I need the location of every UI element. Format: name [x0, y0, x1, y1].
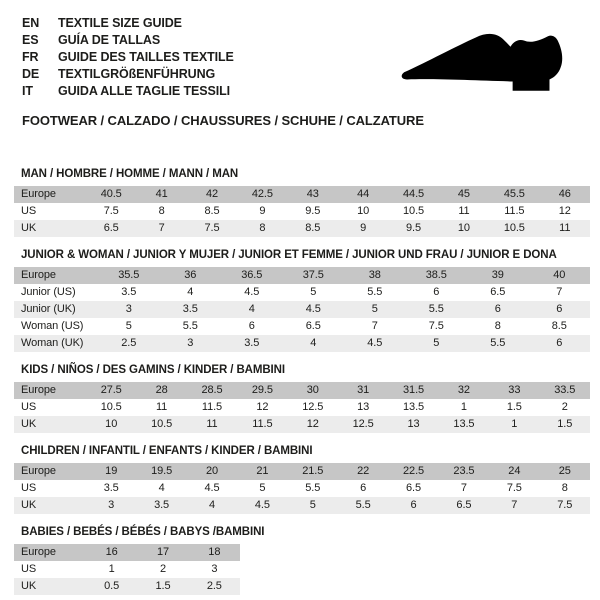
size-cell: 5 — [125, 320, 132, 332]
size-table — [14, 463, 590, 514]
size-cell: 7.5 — [103, 205, 119, 217]
size-table-title: MAN / HOMBRE / HOMME / MANN / MAN — [21, 168, 239, 180]
size-cell: 10.5 — [136, 416, 186, 433]
size-cell: 28.5 — [187, 382, 237, 399]
size-cell: 5 — [344, 301, 406, 318]
size-cell: 19 — [86, 463, 136, 480]
size-cell: 13.5 — [439, 416, 489, 433]
size-cell: 5 — [288, 497, 338, 514]
size-cell: 3.5 — [103, 482, 119, 494]
size-row — [14, 335, 590, 352]
size-table — [14, 544, 240, 595]
size-cell: 21 — [237, 463, 287, 480]
size-cell: 35.5 — [98, 267, 160, 284]
size-section — [14, 445, 590, 514]
size-cell: 11 — [187, 416, 237, 433]
size-cell: 6.5 — [406, 482, 422, 494]
size-cell: 21.5 — [288, 463, 338, 480]
row-label: Junior (UK) — [14, 301, 98, 318]
size-table — [14, 186, 590, 237]
size-cell: 40 — [529, 267, 591, 284]
size-cell: 22.5 — [388, 463, 438, 480]
size-table-title: JUNIOR & WOMAN / JUNIOR Y MUJER / JUNIOR ET FEMME / JUNIOR UND FRAU / JUNIOR E DONA — [21, 249, 557, 261]
size-cell: 46 — [540, 186, 590, 203]
size-section — [14, 249, 590, 352]
size-cell: 7 — [371, 320, 378, 332]
size-cell: 38.5 — [406, 267, 468, 284]
language-title: TEXTILGRÖßENFÜHRUNG — [58, 67, 216, 81]
size-table-title: CHILDREN / INFANTIL / ENFANTS / KINDER / BAMBINI — [21, 445, 313, 457]
size-cell: 43 — [288, 186, 338, 203]
row-label: Junior (US) — [21, 286, 76, 298]
size-cell: 7 — [489, 497, 539, 514]
size-cell: 27.5 — [86, 382, 136, 399]
size-cell: 1 — [489, 416, 539, 433]
row-label: US — [21, 563, 37, 575]
size-cell: 36.5 — [221, 267, 283, 284]
size-cell: 5 — [406, 335, 468, 352]
size-row — [14, 480, 590, 497]
size-cell: 44.5 — [388, 186, 438, 203]
size-cell: 6.5 — [490, 286, 506, 298]
row-label: UK — [14, 220, 86, 237]
size-cell: 3.5 — [121, 286, 137, 298]
size-cell: 9 — [338, 220, 388, 237]
size-cell: 5 — [259, 482, 266, 494]
size-cell: 6 — [467, 301, 529, 318]
size-cell: 2.5 — [189, 578, 240, 595]
size-cell: 16 — [86, 544, 137, 561]
row-label: Woman (UK) — [14, 335, 98, 352]
size-cell: 7.5 — [540, 497, 590, 514]
size-cell: 45.5 — [489, 186, 539, 203]
size-cell: 19.5 — [136, 463, 186, 480]
size-tables — [14, 168, 590, 595]
size-cell: 4 — [187, 286, 194, 298]
size-cell: 5 — [310, 286, 317, 298]
size-cell: 22 — [338, 463, 388, 480]
size-cell: 8.5 — [551, 320, 567, 332]
size-row — [14, 561, 240, 578]
shoe-icon — [398, 26, 572, 94]
row-label: US — [21, 205, 37, 217]
size-cell: 29.5 — [237, 382, 287, 399]
size-cell: 44 — [338, 186, 388, 203]
language-title: GUIDA ALLE TAGLIE TESSILI — [58, 84, 231, 98]
size-cell: 0.5 — [86, 578, 137, 595]
size-cell: 30 — [288, 382, 338, 399]
size-cell: 4.5 — [237, 497, 287, 514]
size-cell: 6.5 — [86, 220, 136, 237]
size-cell: 17 — [137, 544, 188, 561]
size-cell: 4 — [283, 335, 345, 352]
language-title: TEXTILE SIZE GUIDE — [58, 16, 182, 30]
size-cell: 11.5 — [201, 401, 223, 413]
size-cell: 4.5 — [344, 335, 406, 352]
size-cell: 6.5 — [439, 497, 489, 514]
size-cell: 13 — [357, 401, 370, 413]
size-cell: 6 — [388, 497, 438, 514]
row-label: Europe — [14, 463, 86, 480]
size-cell: 3.5 — [160, 301, 222, 318]
size-row — [14, 399, 590, 416]
size-cell: 6.5 — [305, 320, 321, 332]
size-cell: 7 — [460, 482, 467, 494]
size-cell: 45 — [439, 186, 489, 203]
size-cell: 41 — [136, 186, 186, 203]
size-cell: 11.5 — [237, 416, 287, 433]
row-label: Woman (US) — [21, 320, 84, 332]
size-cell: 13.5 — [403, 401, 425, 413]
language-code: IT — [22, 84, 33, 98]
language-code: ES — [22, 33, 39, 47]
size-cell: 3 — [160, 335, 222, 352]
row-label: Europe — [14, 186, 86, 203]
size-cell: 25 — [540, 463, 590, 480]
size-cell: 5.5 — [406, 301, 468, 318]
size-cell: 12 — [288, 416, 338, 433]
row-label: US — [21, 401, 37, 413]
language-code: FR — [22, 50, 39, 64]
size-table — [14, 382, 590, 433]
size-cell: 10.5 — [403, 205, 425, 217]
size-row — [14, 578, 240, 595]
size-cell: 8 — [561, 482, 568, 494]
size-row — [14, 186, 590, 203]
size-cell: 5.5 — [305, 482, 321, 494]
size-cell: 3.5 — [221, 335, 283, 352]
size-cell: 12.5 — [302, 401, 324, 413]
size-cell: 11 — [155, 401, 168, 413]
size-cell: 24 — [489, 463, 539, 480]
size-cell: 20 — [187, 463, 237, 480]
row-label: Europe — [14, 544, 86, 561]
size-cell: 4 — [221, 301, 283, 318]
language-title: GUIDE DES TAILLES TEXTILE — [58, 50, 234, 64]
size-cell: 1.5 — [137, 578, 188, 595]
size-cell: 38 — [344, 267, 406, 284]
size-cell: 6 — [360, 482, 367, 494]
size-cell: 23.5 — [439, 463, 489, 480]
size-cell: 10.5 — [100, 401, 122, 413]
size-cell: 12 — [256, 401, 269, 413]
row-label: Europe — [14, 382, 86, 399]
size-cell: 1.5 — [540, 416, 590, 433]
size-cell: 5.5 — [338, 497, 388, 514]
size-cell: 4.5 — [204, 482, 220, 494]
row-label: Europe — [14, 267, 98, 284]
size-cell: 12.5 — [338, 416, 388, 433]
size-cell: 3 — [98, 301, 160, 318]
size-cell: 3.5 — [136, 497, 186, 514]
size-row — [14, 220, 590, 237]
size-cell: 13 — [388, 416, 438, 433]
size-cell: 33 — [489, 382, 539, 399]
size-table-title: BABIES / BEBÉS / BÉBÉS / BABYS /BAMBINI — [21, 526, 265, 538]
size-cell: 11 — [540, 220, 590, 237]
size-cell: 7 — [556, 286, 563, 298]
size-cell: 5.5 — [467, 335, 529, 352]
size-cell: 8 — [158, 205, 165, 217]
row-label: UK — [14, 416, 86, 433]
size-row — [14, 416, 590, 433]
size-cell: 8 — [494, 320, 501, 332]
size-row — [14, 463, 590, 480]
size-row — [14, 301, 590, 318]
size-row — [14, 382, 590, 399]
size-cell: 5.5 — [367, 286, 383, 298]
language-code: EN — [22, 16, 40, 30]
size-cell: 8 — [237, 220, 287, 237]
size-cell: 6 — [248, 320, 255, 332]
size-cell: 37.5 — [283, 267, 345, 284]
size-cell: 7.5 — [428, 320, 444, 332]
size-cell: 6 — [433, 286, 440, 298]
size-cell: 10 — [439, 220, 489, 237]
size-section — [14, 526, 590, 595]
size-row — [14, 203, 590, 220]
size-cell: 31.5 — [388, 382, 438, 399]
size-cell: 28 — [136, 382, 186, 399]
size-cell: 10 — [357, 205, 370, 217]
size-cell: 10.5 — [489, 220, 539, 237]
header — [0, 0, 600, 128]
size-cell: 1 — [108, 563, 115, 575]
size-cell: 8.5 — [288, 220, 338, 237]
row-label: UK — [14, 578, 86, 595]
size-cell: 4.5 — [244, 286, 260, 298]
size-section — [14, 364, 590, 433]
size-cell: 11.5 — [504, 205, 525, 217]
size-cell: 42.5 — [237, 186, 287, 203]
language-title: GUÍA DE TALLAS — [58, 33, 161, 47]
size-cell: 4 — [158, 482, 165, 494]
size-cell: 7.5 — [506, 482, 522, 494]
size-cell: 42 — [187, 186, 237, 203]
size-section — [14, 168, 590, 237]
size-row — [14, 318, 590, 335]
size-cell: 39 — [467, 267, 529, 284]
size-cell: 9.5 — [305, 205, 321, 217]
size-cell: 2 — [159, 563, 166, 575]
size-table-title: KIDS / NIÑOS / DES GAMINS / KINDER / BAMBINI — [21, 364, 285, 376]
size-cell: 32 — [439, 382, 489, 399]
size-cell: 12 — [558, 205, 571, 217]
size-cell: 7.5 — [187, 220, 237, 237]
size-cell: 31 — [338, 382, 388, 399]
size-cell: 11 — [458, 205, 470, 217]
size-cell: 10 — [86, 416, 136, 433]
category-line: FOOTWEAR / CALZADO / CHAUSSURES / SCHUHE / CALZATURE — [22, 113, 424, 128]
size-cell: 3 — [211, 563, 218, 575]
size-cell: 18 — [189, 544, 240, 561]
size-cell: 33.5 — [540, 382, 590, 399]
size-cell: 5.5 — [182, 320, 198, 332]
size-row — [14, 267, 590, 284]
size-row — [14, 544, 240, 561]
size-cell: 9 — [259, 205, 266, 217]
row-label: US — [21, 482, 37, 494]
language-code: DE — [22, 67, 40, 81]
size-cell: 1.5 — [506, 401, 522, 413]
size-row — [14, 497, 590, 514]
size-cell: 6 — [529, 301, 591, 318]
size-row — [14, 284, 590, 301]
size-cell: 2.5 — [98, 335, 160, 352]
row-label: UK — [14, 497, 86, 514]
size-cell: 8.5 — [204, 205, 220, 217]
size-cell: 4.5 — [283, 301, 345, 318]
size-cell: 6 — [529, 335, 591, 352]
size-cell: 40.5 — [86, 186, 136, 203]
size-cell: 9.5 — [388, 220, 438, 237]
size-cell: 7 — [136, 220, 186, 237]
size-cell: 1 — [460, 401, 467, 413]
size-cell: 4 — [187, 497, 237, 514]
size-cell: 2 — [561, 401, 568, 413]
size-cell: 3 — [86, 497, 136, 514]
size-table — [14, 267, 590, 352]
size-cell: 36 — [160, 267, 222, 284]
